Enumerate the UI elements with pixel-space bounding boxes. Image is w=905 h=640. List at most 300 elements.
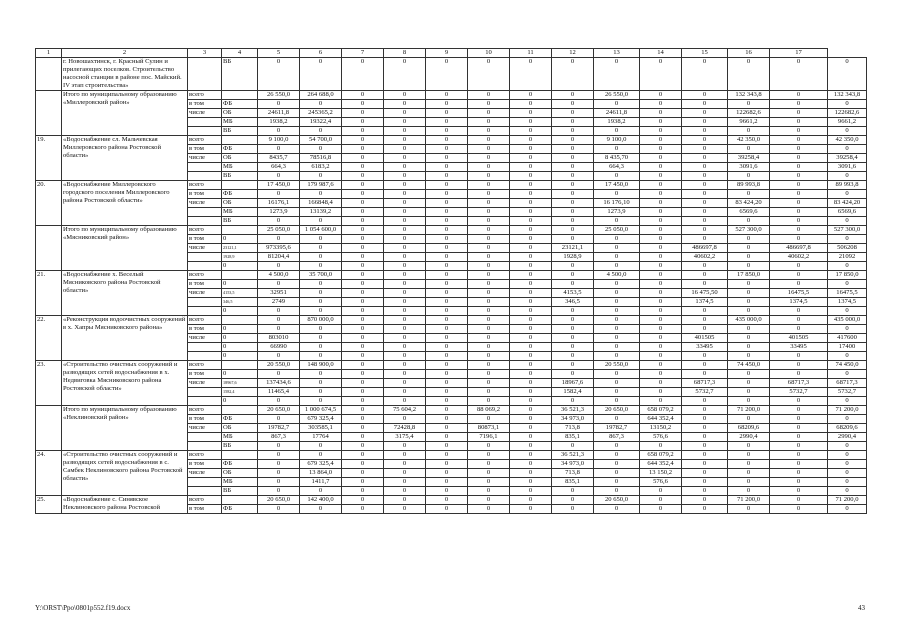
value-cell: 0 [770,325,828,334]
funding-source [222,136,258,145]
value-cell: 20 650,0 [258,496,300,505]
value-cell: 6183,2 [300,163,342,172]
value-cell: 0 [510,91,552,100]
value-cell: 0 [342,235,384,244]
value-cell: 0 [384,370,426,379]
value-cell: 0 [384,361,426,370]
value-cell: 0 [342,190,384,199]
row-number: 21. [36,271,62,316]
value-cell: 0 [728,244,770,253]
value-cell: 0 [640,181,682,190]
value-cell: 0 [552,235,594,244]
value-cell: 0 [468,217,510,226]
value-cell: 0 [552,226,594,235]
total-label [188,478,222,487]
value-cell: 0 [342,334,384,343]
object-name: «Водоснабжение Миллеровского городского поселения Миллеровского района Ростовской области» [62,181,188,226]
value-cell: 0 [594,478,640,487]
value-cell: 0 [426,379,468,388]
value-cell: 17 850,0 [728,271,770,280]
value-cell: 18967,6 [552,379,594,388]
value-cell: 0 [510,271,552,280]
value-cell: 0 [594,58,640,91]
value-cell: 0 [682,109,728,118]
value-cell: 137434,6 [258,379,300,388]
value-cell: 0 [258,442,300,451]
funding-source [222,226,258,235]
value-cell: 0 [468,280,510,289]
funding-source: ВБ [222,217,258,226]
value-cell: 0 [640,289,682,298]
value-cell: 5732,7 [828,388,867,397]
value-cell: 0 [770,352,828,361]
value-cell: 867,3 [594,433,640,442]
value-cell: 4 500,0 [594,271,640,280]
funding-source: 0 [222,262,258,271]
value-cell: 0 [384,343,426,352]
value-cell: 0 [770,172,828,181]
value-cell: 20 550,0 [594,361,640,370]
value-cell: 0 [828,280,867,289]
value-cell: 0 [300,343,342,352]
table-row [36,496,867,505]
value-cell: 0 [426,91,468,100]
value-cell: 9 100,0 [594,136,640,145]
value-cell: 0 [300,397,342,406]
value-cell: 0 [552,442,594,451]
value-cell: 0 [300,451,342,460]
value-cell: 0 [594,379,640,388]
value-cell: 0 [384,136,426,145]
funding-source: МБ [222,208,258,217]
value-cell: 0 [300,280,342,289]
value-cell: 25 050,0 [594,226,640,235]
value-cell: 0 [728,487,770,496]
object-name: «Водоснабжение с. Синявское Неклиновского района Ростовской [62,496,188,514]
value-cell: 0 [426,109,468,118]
value-cell: 0 [770,145,828,154]
value-cell: 0 [426,370,468,379]
value-cell: 0 [510,397,552,406]
value-cell: 0 [510,154,552,163]
value-cell: 83 424,20 [728,199,770,208]
value-cell: 39258,4 [728,154,770,163]
value-cell: 0 [552,127,594,136]
value-cell: 0 [510,478,552,487]
value-cell: 0 [640,379,682,388]
value-cell: 0 [468,262,510,271]
value-cell: 0 [426,487,468,496]
value-cell: 1 054 600,0 [300,226,342,235]
value-cell: 0 [384,181,426,190]
value-cell: 0 [770,433,828,442]
value-cell: 1374,5 [828,298,867,307]
table-row [36,451,867,460]
table-row [36,136,867,145]
value-cell: 0 [426,361,468,370]
value-cell: 0 [682,460,728,469]
value-cell: 0 [300,487,342,496]
column-number-3: 3 [188,49,222,58]
value-cell: 0 [426,397,468,406]
value-cell: 0 [426,316,468,325]
value-cell: 0 [682,181,728,190]
total-label: в том [188,415,222,424]
value-cell: 0 [468,352,510,361]
value-cell: 0 [468,361,510,370]
value-cell: 13 150,2 [640,469,682,478]
value-cell: 0 [510,244,552,253]
value-cell: 0 [682,406,728,415]
value-cell: 0 [552,154,594,163]
value-cell: 0 [426,433,468,442]
value-cell: 0 [300,127,342,136]
value-cell: 6569,6 [728,208,770,217]
value-cell: 68209,6 [828,424,867,433]
value-cell: 0 [342,397,384,406]
value-cell: 17 450,0 [258,181,300,190]
value-cell: 0 [682,235,728,244]
value-cell: 0 [384,487,426,496]
value-cell: 0 [828,460,867,469]
value-cell: 0 [828,172,867,181]
value-cell: 0 [258,460,300,469]
value-cell: 0 [384,199,426,208]
value-cell: 0 [300,58,342,91]
value-cell: 0 [468,370,510,379]
total-label [188,127,222,136]
value-cell: 0 [594,280,640,289]
value-cell: 0 [342,451,384,460]
value-cell: 0 [384,208,426,217]
value-cell: 0 [640,307,682,316]
value-cell: 0 [728,280,770,289]
value-cell: 40602,2 [770,253,828,262]
value-cell: 0 [594,244,640,253]
object-name: «Водоснабжение сл. Мальчевская Миллеровского района Ростовской области» [62,136,188,181]
value-cell: 0 [828,469,867,478]
value-cell: 303585,1 [300,424,342,433]
value-cell: 0 [510,199,552,208]
value-cell: 0 [594,298,640,307]
value-cell: 0 [468,100,510,109]
value-cell: 26 550,0 [258,91,300,100]
value-cell: 0 [640,352,682,361]
value-cell: 9661,2 [828,118,867,127]
value-cell: 16176,1 [258,199,300,208]
value-cell: 0 [468,460,510,469]
value-cell: 0 [426,307,468,316]
value-cell: 0 [384,442,426,451]
value-cell: 17 850,0 [828,271,867,280]
value-cell: 0 [384,460,426,469]
value-cell: 803010 [258,334,300,343]
table-row [36,91,867,100]
value-cell: 0 [828,325,867,334]
row-number: 20. [36,181,62,226]
value-cell: 0 [594,505,640,514]
value-cell: 0 [640,442,682,451]
total-label: всего [188,271,222,280]
value-cell: 0 [426,271,468,280]
value-cell: 0 [258,100,300,109]
column-number-17: 17 [770,49,828,58]
value-cell: 0 [552,496,594,505]
value-cell: 870 000,0 [300,316,342,325]
value-cell: 0 [384,280,426,289]
value-cell: 0 [258,505,300,514]
value-cell: 68717,3 [682,379,728,388]
value-cell: 0 [468,316,510,325]
value-cell: 42 350,0 [828,136,867,145]
value-cell: 713,8 [552,424,594,433]
value-cell: 0 [468,496,510,505]
value-cell: 16475,5 [828,289,867,298]
value-cell: 0 [300,352,342,361]
funding-source: МБ [222,478,258,487]
total-label: в том [188,370,222,379]
value-cell: 0 [384,217,426,226]
row-number [36,91,62,136]
value-cell: 0 [426,262,468,271]
value-cell: 78516,8 [300,154,342,163]
value-cell: 0 [300,100,342,109]
value-cell: 0 [426,181,468,190]
value-cell: 0 [728,334,770,343]
value-cell: 0 [426,190,468,199]
value-cell: 0 [342,325,384,334]
value-cell: 0 [510,424,552,433]
value-cell: 0 [384,262,426,271]
total-label [188,388,222,397]
total-label: числе [188,244,222,253]
funding-source: ФБ [222,100,258,109]
value-cell: 679 325,4 [300,460,342,469]
value-cell: 0 [728,325,770,334]
object-name: «Водоснабжение х. Веселый Мясниковского района Ростовской области» [62,271,188,316]
total-label [188,298,222,307]
value-cell: 0 [728,397,770,406]
value-cell: 0 [426,325,468,334]
value-cell: 0 [594,316,640,325]
value-cell: 0 [342,343,384,352]
value-cell: 142 400,0 [300,496,342,505]
value-cell: 0 [552,109,594,118]
value-cell: 0 [770,58,828,91]
value-cell: 0 [682,361,728,370]
value-cell: 0 [828,451,867,460]
total-label: всего [188,496,222,505]
value-cell: 0 [640,154,682,163]
value-cell: 0 [552,163,594,172]
value-cell: 0 [426,460,468,469]
value-cell: 0 [682,478,728,487]
value-cell: 0 [728,469,770,478]
value-cell: 0 [510,289,552,298]
value-cell: 0 [384,109,426,118]
value-cell: 19782,7 [594,424,640,433]
row-number: 25. [36,496,62,514]
funding-source: ВБ [222,58,258,91]
value-cell: 122682,6 [828,109,867,118]
value-cell: 9661,2 [728,118,770,127]
value-cell: 0 [770,505,828,514]
value-cell: 0 [468,334,510,343]
column-number-row [36,49,867,58]
value-cell: 0 [384,235,426,244]
value-cell: 0 [510,181,552,190]
row-number: 23. [36,361,62,406]
value-cell: 20 550,0 [258,361,300,370]
value-cell: 0 [728,379,770,388]
value-cell: 0 [682,469,728,478]
value-cell: 0 [640,244,682,253]
value-cell: 0 [342,433,384,442]
value-cell: 664,3 [594,163,640,172]
value-cell: 25 050,0 [258,226,300,235]
value-cell: 0 [770,424,828,433]
value-cell: 0 [682,487,728,496]
value-cell: 0 [640,298,682,307]
value-cell: 0 [258,190,300,199]
value-cell: 0 [828,58,867,91]
funding-source: ОБ [222,424,258,433]
total-label [188,118,222,127]
value-cell: 0 [682,136,728,145]
total-label: числе [188,154,222,163]
funding-source [222,181,258,190]
value-cell: 0 [770,100,828,109]
value-cell: 0 [300,307,342,316]
table-row [36,361,867,370]
value-cell: 0 [384,190,426,199]
value-cell: 0 [258,262,300,271]
value-cell: 0 [770,271,828,280]
value-cell: 0 [594,415,640,424]
value-cell: 0 [728,253,770,262]
object-name: Итого по муниципальному образованию «Мясниковский район» [62,226,188,271]
value-cell: 16475,5 [770,289,828,298]
value-cell: 0 [640,109,682,118]
value-cell: 0 [770,406,828,415]
value-cell: 0 [384,325,426,334]
value-cell: 0 [258,478,300,487]
value-cell: 0 [770,109,828,118]
value-cell: 34 973,0 [552,460,594,469]
value-cell: 0 [728,478,770,487]
total-label: в том [188,190,222,199]
value-cell: 0 [594,289,640,298]
value-cell: 0 [682,496,728,505]
value-cell: 1582,4 [552,388,594,397]
value-cell: 0 [770,262,828,271]
funding-source [222,406,258,415]
value-cell: 0 [384,58,426,91]
value-cell: 0 [342,109,384,118]
value-cell: 20 650,0 [594,406,640,415]
total-label: числе [188,334,222,343]
value-cell: 1273,9 [258,208,300,217]
value-cell: 0 [384,469,426,478]
value-cell: 0 [384,100,426,109]
value-cell: 0 [510,370,552,379]
funding-source: ФБ [222,460,258,469]
row-number [36,226,62,271]
funding-source: 1582,4 [222,388,258,397]
value-cell: 0 [728,172,770,181]
value-cell: 0 [770,127,828,136]
value-cell: 0 [258,217,300,226]
value-cell: 0 [552,316,594,325]
value-cell: 0 [682,325,728,334]
object-name: г. Новошахтинск, г. Красный Сулин и прилегающих поселков. Строительство насосной станции в районе пос. Майский. IV этап строительства» [62,58,188,91]
row-number [36,58,62,91]
value-cell: 0 [828,370,867,379]
value-cell: 0 [258,370,300,379]
value-cell: 71 200,0 [728,406,770,415]
value-cell: 0 [342,118,384,127]
total-label [188,253,222,262]
value-cell: 0 [552,172,594,181]
funding-source: 0 [222,235,258,244]
value-cell: 0 [510,136,552,145]
value-cell: 0 [342,361,384,370]
value-cell: 0 [384,451,426,460]
value-cell: 0 [384,253,426,262]
value-cell: 0 [682,424,728,433]
value-cell: 0 [682,91,728,100]
value-cell: 0 [594,190,640,199]
value-cell: 0 [510,433,552,442]
value-cell: 0 [640,343,682,352]
value-cell: 0 [728,58,770,91]
value-cell: 658 079,2 [640,406,682,415]
value-cell: 19782,7 [258,424,300,433]
value-cell: 0 [770,199,828,208]
value-cell: 0 [468,271,510,280]
value-cell: 0 [510,172,552,181]
value-cell: 0 [640,136,682,145]
column-number-10: 10 [468,49,510,58]
value-cell: 9 100,0 [258,136,300,145]
value-cell: 0 [640,397,682,406]
value-cell: 0 [640,91,682,100]
value-cell: 0 [468,127,510,136]
value-cell: 0 [728,343,770,352]
value-cell: 0 [468,91,510,100]
value-cell: 0 [426,163,468,172]
value-cell: 0 [468,172,510,181]
value-cell: 0 [342,442,384,451]
funding-source: ВБ [222,172,258,181]
value-cell: 0 [770,487,828,496]
total-label: всего [188,406,222,415]
value-cell: 0 [342,505,384,514]
value-cell: 0 [342,406,384,415]
value-cell: 0 [468,226,510,235]
table-row [36,406,867,415]
value-cell: 0 [828,127,867,136]
value-cell: 0 [770,136,828,145]
value-cell: 83 424,20 [828,199,867,208]
value-cell: 0 [468,244,510,253]
value-cell: 0 [594,370,640,379]
value-cell: 0 [384,289,426,298]
value-cell: 20 650,0 [258,406,300,415]
column-number-5: 5 [258,49,300,58]
funding-source: МБ [222,163,258,172]
value-cell: 0 [552,190,594,199]
